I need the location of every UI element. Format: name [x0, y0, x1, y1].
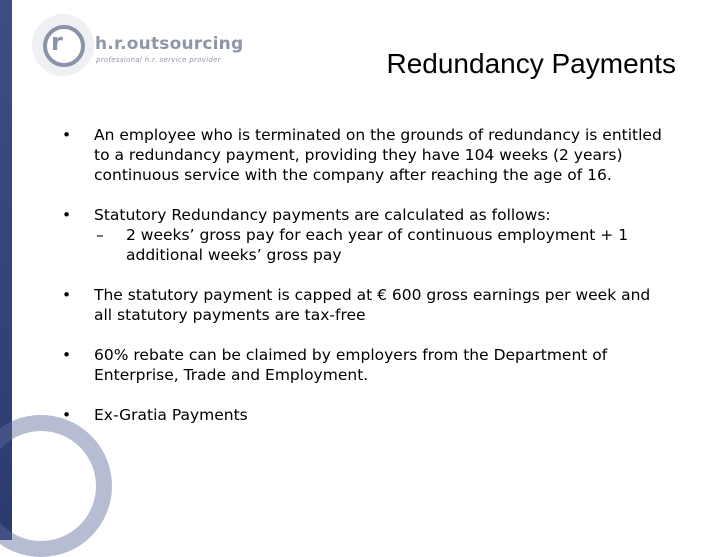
logo-tagline: professional h.r. service provider — [96, 56, 221, 64]
bullet-item — [62, 405, 662, 425]
slide-content — [62, 125, 662, 445]
bullet-icon: • — [62, 286, 72, 304]
bullet-text: Ex-Gratia Payments — [94, 406, 248, 424]
bullet-icon: • — [62, 346, 72, 364]
sub-bullet-text: 2 weeks’ gross pay for each year of continuous employment + 1 additional weeks’ gross pay — [126, 226, 629, 264]
sub-bullet-item — [94, 225, 662, 265]
bullet-icon: • — [62, 206, 72, 224]
bullet-icon: • — [62, 406, 72, 424]
bullet-item — [62, 285, 662, 325]
bullet-item — [62, 125, 662, 185]
bullet-icon: • — [62, 126, 72, 144]
bullet-text: Statutory Redundancy payments are calculated as follows: — [94, 206, 551, 224]
company-logo — [12, 0, 257, 100]
bullet-text: An employee who is terminated on the grounds of redundancy is entitled to a redundancy payment, providing they have 104 weeks (2 years) continuous service with the company after reaching the age of 16. — [94, 126, 662, 184]
bullet-text: 60% rebate can be claimed by employers from the Department of Enterprise, Trade and Employment. — [94, 346, 608, 384]
logo-circle-icon: r — [32, 14, 94, 76]
logo-name: h.r.outsourcing — [95, 34, 244, 54]
bullet-item — [62, 205, 662, 265]
bullet-text: The statutory payment is capped at € 600 gross earnings per week and all statutory payments are tax-free — [94, 286, 651, 324]
slide-title: Redundancy Payments — [386, 48, 676, 79]
bullet-item — [62, 345, 662, 385]
dash-icon: – — [96, 226, 104, 244]
